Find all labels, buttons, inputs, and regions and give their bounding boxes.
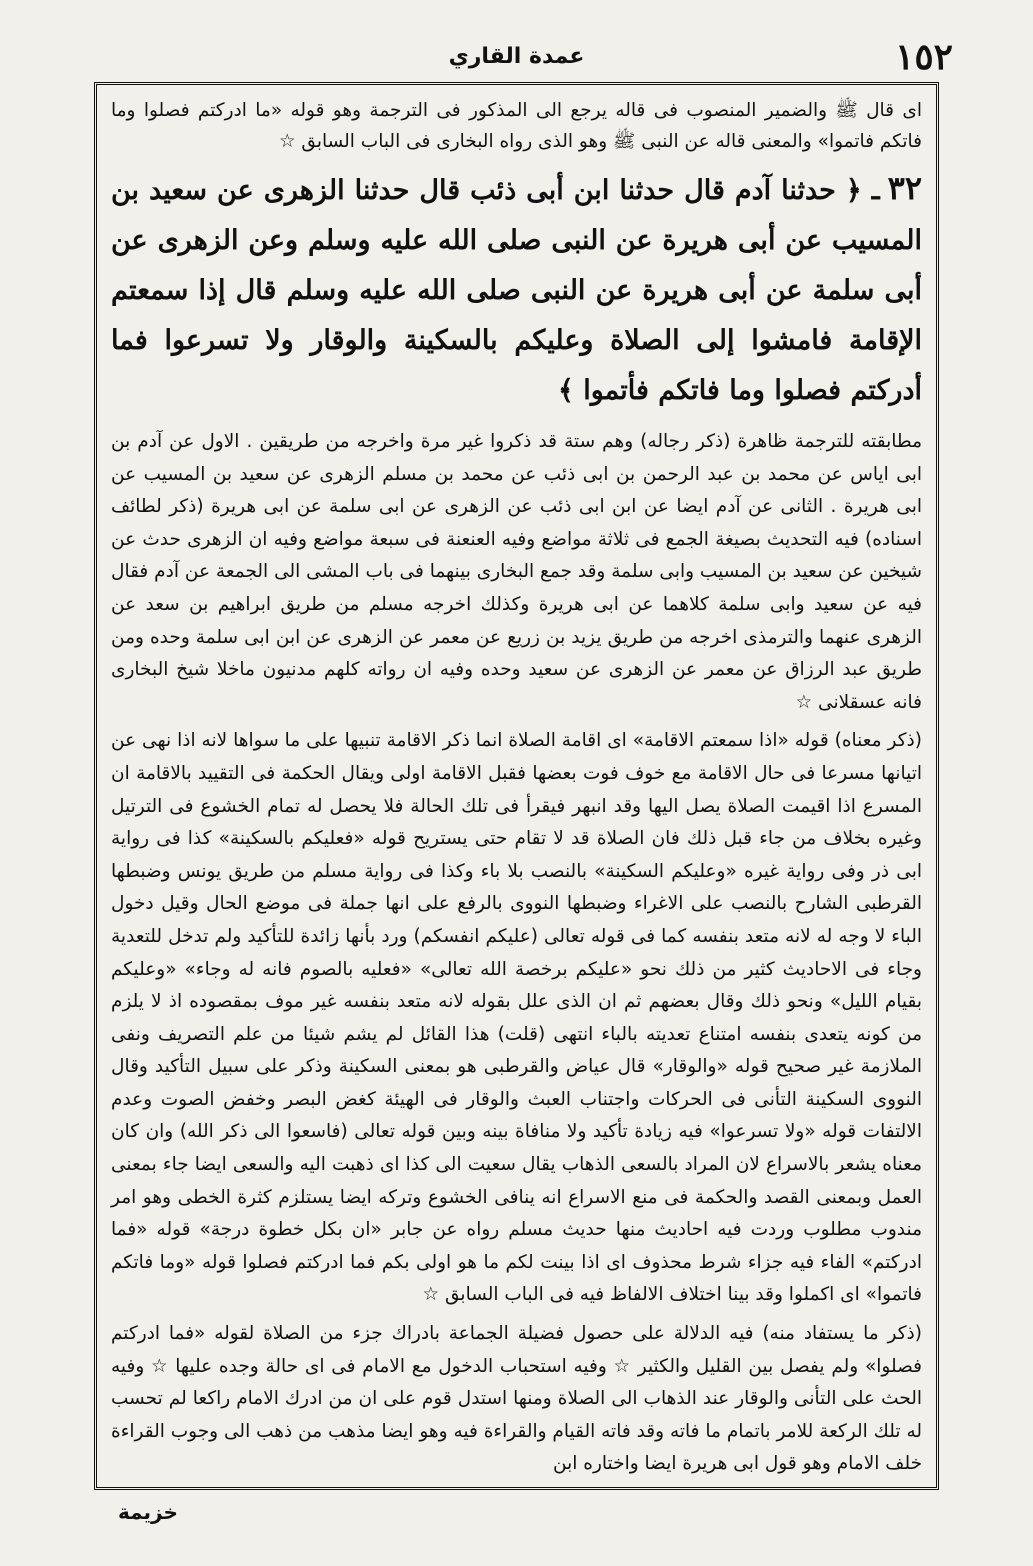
running-title: عمدة القاري	[448, 44, 585, 69]
text-body	[111, 95, 922, 1481]
commentary-meaning: (ذكر معناه) قوله «اذا سمعتم الاقامة» اى اقامة الصلاة انما ذكر الاقامة تنبيها على ما سواها لانه اذا نهى عن اتيانها مسرعا فى حال الاقامة مع خوف فوت بعضها فقبل الاقامة اولى ويقال الحكمة فى التقييد بالاقامة ان المسرع اذا اقيمت الصلاة يصل اليها وقد انبهر فيقرأ فى تلك الحالة فلا يحصل له تمام الخشوع فى الترتيل وغيره بخلاف من جاء قبل ذلك فان الصلاة قد لا تقام حتى يستريح قوله «فعليكم بالسكينة» كذا فى رواية ابى ذر وفى رواية غيره «وعليكم السكينة» بالنصب بلا باء وكذا فى رواية مسلم من طريق يونس وضبطها القرطبى الشارح بالنصب على الاغراء وضبطها النووى بالرفع على انها جملة فى موضع الحال وقيل دخول الباء لا وجه له لانه متعد بنفسه كما فى قوله تعالى (عليكم انفسكم) ورد بأنها زائدة للتأكيد ولم تدخل للتعدية وجاء فى الاحاديث كثير من ذلك نحو «عليكم برخصة الله تعالى» «فعليه بالصوم فانه له وجاء» «وعليكم بقيام الليل» ونحو ذلك وقال بعضهم ثم ان الذى علل بقوله لانه متعد بنفسه غير موف بمقصوده اذ لا يلزم من كونه يتعدى بنفسه امتناع تعديته بالباء انتهى (قلت) هذا القائل لم يشم شيئا من علم التصريف ونفى الملازمة غير صحيح قوله «والوقار» قال عياض والقرطبى هو بمعنى السكينة وذكر على سبيل التأكيد وقال النووى السكينة التأنى فى الحركات واجتناب العبث والوقار فى الهيئة كغض البصر وخفض الصوت وعدم الالتفات قوله «ولا تسرعوا» فيه زيادة تأكيد ولا منافاة بينه وبين قوله تعالى (فاسعوا الى ذكر الله) وان كان معناه يشعر بالاسراع لان المراد بالسعى الذهاب يقال سعيت الى كذا اى ذهبت اليه والسعى ايضا جاء بمعنى العمل وبمعنى القصد والحكمة فى منع الاسراع انه ينافى الخشوع وتركه ايضا يستلزم كثرة الخطى وهو امر مندوب مطلوب وردت فيه احاديث منها حديث مسلم رواه عن جابر «ان بكل خطوة درجة» قوله «فما ادركتم» الفاء فيه جزاء شرط محذوف اى اذا بينت لكم ما هو اولى بكم فما ادركتم فصلوا قوله «وما فاتكم فاتموا» اى اكملوا وقد بينا اختلاف الالفاظ فيه فى الباب السابق ☆	[111, 730, 922, 1306]
text-frame	[94, 82, 939, 1490]
catchword: خزيمة	[118, 1500, 178, 1524]
commentary-narrators: مطابقته للترجمة ظاهرة (ذكر رجاله) وهم ستة قد ذكروا غير مرة واخرجه من طريقين . الاول عن آدم بن ابى اياس عن محمد بن عبد الرحمن بن ابى ذئب عن محمد بن مسلم الزهرى عن سعيد بن المسيب عن ابى هريرة . الثانى عن آدم ايضا عن ابن ابى ذئب عن الزهرى عن ابى سلمة عن ابى هريرة (ذكر لطائف اسناده) فيه التحديث بصيغة الجمع فى ثلاثة مواضع وفيه العنعنة فى سبعة مواضع وفيه ان الزهرى حدث عن شيخين عن سعيد بن المسيب وابى سلمة وقد جمع البخارى بينهما فى باب المشى الى الجمعة عن آدم فقال فيه عن سعيد وابى سلمة كلاهما عن ابى هريرة وكذلك اخرجه مسلم من طريق ابراهيم بن سعد عن الزهرى عنهما والترمذى اخرجه من طريق يزيد بن زريع عن معمر عن الزهرى عن ابن ابى سلمة وحده ومن طريق عبد الرزاق عن معمر عن الزهرى عن سعيد وحده وفيه ان رواته كلهم مدنيون ماخلا شيخ البخارى فانه عسقلانى ☆	[111, 431, 922, 713]
page-number: ١٥٢	[894, 36, 953, 78]
hadith-number: ٣٢	[887, 169, 922, 207]
commentary-lessons: (ذكر ما يستفاد منه) فيه الدلالة على حصول فضيلة الجماعة بادراك جزء من الصلاة لقوله «فما ادركتم فصلوا» ولم يفصل بين القليل والكثير ☆ وفيه استحباب الدخول مع الامام فى اى حالة وجده عليها ☆ وفيه الحث على التأنى والوقار عند الذهاب الى الصلاة ومنها استدل قوم على ان من ادرك الامام راكعا لم تحسب له تلك الركعة للامر باتمام ما فاته وقد فاته القيام والقراءة فيه وهو ايضا مذهب من ذهب الى وجوب القراءة خلف الامام وهو قول ابى هريرة ايضا واختاره ابن	[111, 1323, 922, 1475]
hadith-text	[111, 163, 922, 416]
page-header	[80, 38, 953, 80]
prelude-paragraph: اى قال ﷺ والضمير المنصوب فى قاله يرجع الى المذكور فى الترجمة وهو قوله «ما ادركتم فصلوا وما فاتكم فاتموا» والمعنى قاله عن النبى ﷺ وهو الذى رواه البخارى فى الباب السابق ☆	[111, 100, 922, 152]
hadith-body: ـ ﴿ حدثنا آدم قال حدثنا ابن أبى ذئب قال حدثنا الزهرى عن سعيد بن المسيب عن أبى هريرة عن النبى صلى الله عليه وسلم وعن الزهرى عن أبى سلمة عن أبى هريرة عن النبى صلى الله عليه وسلم قال إذا سمعتم الإقامة فامشوا إلى الصلاة وعليكم بالسكينة والوقار ولا تسرعوا فما أدركتم فصلوا وما فاتكم فأتموا ﴾	[111, 175, 922, 406]
